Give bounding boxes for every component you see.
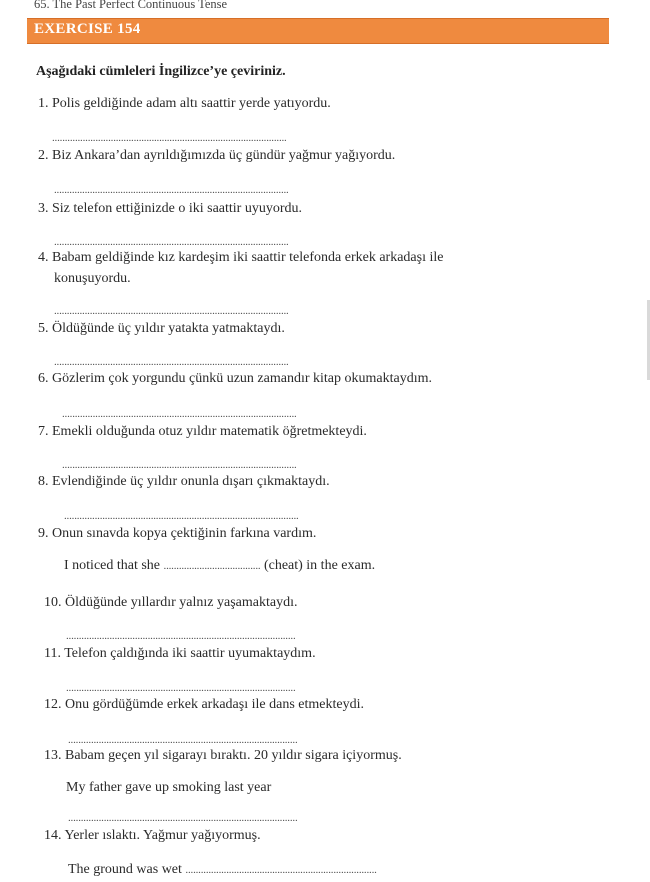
- question-4: 4. Babam geldiğinde kız kardeşim iki saattir telefonda erkek arkadaşı ile: [38, 250, 444, 265]
- answer-line-12[interactable]: ..........................................................................................: [68, 734, 298, 746]
- question-12: 12. Onu gördüğümde erkek arkadaşı ile dans etmekteydi.: [44, 697, 364, 712]
- answer-line-13[interactable]: ..........................................................................................: [68, 812, 298, 824]
- sentence-prefix-14: The ground was wet: [68, 862, 182, 877]
- answer-line-6[interactable]: ............................................................................................: [62, 408, 297, 420]
- running-header: 65. The Past Perfect Continuous Tense: [34, 0, 228, 11]
- question-10: 10. Öldüğünde yıllardır yalnız yaşamaktaydı.: [44, 595, 298, 610]
- question-7: 7. Emekli olduğunda otuz yıldır matematik öğretmekteydi.: [38, 424, 367, 439]
- sentence-suffix-9: (cheat) in the exam.: [263, 558, 376, 573]
- exercise-banner: [27, 18, 609, 44]
- answer-line-4[interactable]: ............................................................................................: [54, 305, 289, 317]
- answer-line-2[interactable]: ............................................................................................: [54, 184, 289, 196]
- answer-line-5[interactable]: ............................................................................................: [54, 356, 289, 368]
- answer-blank-14[interactable]: ...........................................................................: [185, 864, 377, 876]
- answer-line-11[interactable]: ..........................................................................................: [66, 682, 296, 694]
- answer-line-7[interactable]: ............................................................................................: [62, 459, 297, 471]
- instruction-text: Aşağıdaki cümleleri İngilizce’ye çeviriniz.: [36, 64, 286, 79]
- answer-line-3[interactable]: ............................................................................................: [54, 236, 289, 248]
- question-3: 3. Siz telefon ettiğinizde o iki saattir uyuyordu.: [38, 201, 302, 216]
- question-8: 8. Evlendiğinde üç yıldır onunla dışarı çıkmaktaydı.: [38, 474, 330, 489]
- question-4-continued: konuşuyordu.: [54, 271, 131, 286]
- exercise-title: EXERCISE 154: [34, 21, 141, 37]
- question-1: 1. Polis geldiğinde adam altı saattir yerde yatıyordu.: [38, 96, 331, 111]
- sentence-frame-14: [68, 862, 377, 878]
- question-14: 14. Yerler ıslaktı. Yağmur yağıyormuş.: [44, 828, 261, 843]
- sentence-frame-13: My father gave up smoking last year: [66, 780, 272, 795]
- answer-line-10[interactable]: ..........................................................................................: [66, 630, 296, 642]
- answer-line-8[interactable]: ............................................................................................: [64, 510, 299, 522]
- sentence-frame-9: [64, 558, 375, 574]
- question-2: 2. Biz Ankara’dan ayrıldığımızda üç gündür yağmur yağıyordu.: [38, 148, 396, 163]
- answer-blank-9[interactable]: ......................................: [163, 560, 261, 572]
- question-11: 11. Telefon çaldığında iki saattir uyumaktaydım.: [44, 646, 316, 661]
- question-5: 5. Öldüğünde üç yıldır yatakta yatmaktaydı.: [38, 321, 285, 336]
- question-13: 13. Babam geçen yıl sigarayı bıraktı. 20 yıldır sigara içiyormuş.: [44, 748, 402, 763]
- question-9: 9. Onun sınavda kopya çektiğinin farkına vardım.: [38, 526, 317, 541]
- answer-line-1[interactable]: ............................................................................................: [52, 132, 287, 144]
- question-6: 6. Gözlerim çok yorgundu çünkü uzun zamandır kitap okumaktaydım.: [38, 371, 432, 386]
- sentence-prefix-9: I noticed that she: [64, 558, 161, 573]
